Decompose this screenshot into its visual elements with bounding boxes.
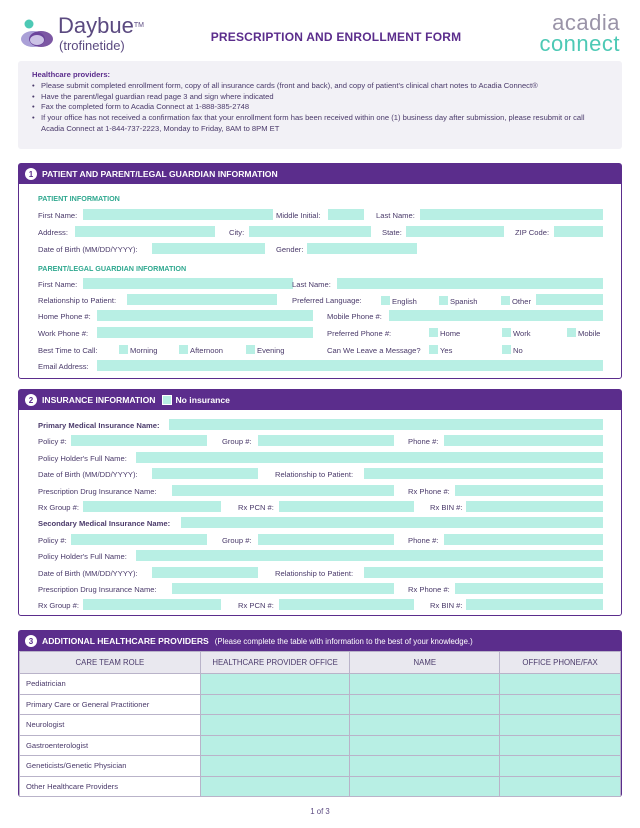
section-number: 3 xyxy=(25,635,37,647)
instruction-item: • Fax the completed form to Acadia Connect at 1-888-385-2748 xyxy=(32,102,608,113)
spanish-label: Spanish xyxy=(450,297,478,306)
provider-office-field[interactable] xyxy=(200,715,350,736)
preferred-language-label: Preferred Language: xyxy=(292,296,362,305)
column-header: OFFICE PHONE/FAX xyxy=(500,652,621,674)
column-header: CARE TEAM ROLE xyxy=(20,652,201,674)
secondary-policy-field[interactable] xyxy=(71,534,207,545)
guardian-last-name-label: Last Name: xyxy=(292,280,331,289)
guardian-info-heading: PARENT/LEGAL GUARDIAN INFORMATION xyxy=(38,264,187,273)
section-number: 2 xyxy=(25,394,37,406)
mobile-phone-label: Mobile Phone #: xyxy=(327,312,382,321)
primary-policy-field[interactable] xyxy=(71,435,207,446)
last-name-label: Last Name: xyxy=(376,211,415,220)
secondary-rx-phone-field[interactable] xyxy=(455,583,603,594)
primary-rx-pcn-field[interactable] xyxy=(279,501,414,512)
section-number: 1 xyxy=(25,168,37,180)
instructions-box xyxy=(18,61,622,149)
table-row xyxy=(20,735,621,756)
rx-pcn-label: Rx PCN #: xyxy=(238,601,274,610)
instructions-title: Healthcare providers: xyxy=(32,70,111,79)
secondary-group-field[interactable] xyxy=(258,534,394,545)
provider-office-field[interactable] xyxy=(200,735,350,756)
secondary-phone-field[interactable] xyxy=(444,534,603,545)
no-insurance-checkbox[interactable] xyxy=(162,395,172,405)
section-title: INSURANCE INFORMATION xyxy=(42,395,156,405)
primary-insurance-name-field[interactable] xyxy=(169,419,603,430)
patient-info-heading: PATIENT INFORMATION xyxy=(38,194,120,203)
section-header xyxy=(19,164,621,184)
other-language-checkbox[interactable] xyxy=(501,296,510,305)
holder-label: Policy Holder's Full Name: xyxy=(38,454,127,463)
rx-bin-label: Rx BIN #: xyxy=(430,503,463,512)
state-label: State: xyxy=(382,228,402,237)
patient-gender-field[interactable] xyxy=(307,243,417,254)
table-row xyxy=(20,694,621,715)
care-role: Pediatrician xyxy=(20,674,201,695)
work-label: Work xyxy=(513,329,531,338)
afternoon-label: Afternoon xyxy=(190,346,223,355)
first-name-label: First Name: xyxy=(38,211,78,220)
instruction-item: • If your office has not received a confirmation fax that your enrollment form has been received within one (1) business day after submission, please resubmit or call Acadia Connect at 1-844-737-2223, Monday to Friday, 8AM to 8PM ET xyxy=(32,113,608,135)
section-patient-guardian xyxy=(18,163,622,379)
address-label: Address: xyxy=(38,228,68,237)
provider-name-field[interactable] xyxy=(350,735,500,756)
primary-rx-insurance-field[interactable] xyxy=(172,485,394,496)
patient-last-name-field[interactable] xyxy=(420,209,603,220)
best-time-label: Best Time to Call: xyxy=(38,346,98,355)
pref-work-checkbox[interactable] xyxy=(502,328,511,337)
english-checkbox[interactable] xyxy=(381,296,390,305)
evening-checkbox[interactable] xyxy=(246,345,255,354)
guardian-relationship-field[interactable] xyxy=(127,294,277,305)
care-role: Other Healthcare Providers xyxy=(20,776,201,797)
care-role: Neurologist xyxy=(20,715,201,736)
yes-label: Yes xyxy=(440,346,453,355)
acadia-connect-logo: acadia connect xyxy=(539,10,620,56)
primary-holder-relationship-field[interactable] xyxy=(364,468,603,479)
policy-label: Policy #: xyxy=(38,437,67,446)
primary-insurance-label: Primary Medical Insurance Name: xyxy=(38,421,160,430)
no-insurance-label: No insurance xyxy=(175,395,230,405)
provider-office-field[interactable] xyxy=(200,776,350,797)
provider-name-field[interactable] xyxy=(350,674,500,695)
care-role: Primary Care or General Practitioner xyxy=(20,694,201,715)
section-header xyxy=(19,390,621,410)
provider-phone-field[interactable] xyxy=(500,694,621,715)
patient-dob-field[interactable] xyxy=(152,243,265,254)
guardian-mobile-phone-field[interactable] xyxy=(389,310,603,321)
zip-label: ZIP Code: xyxy=(515,228,550,237)
other-language-field[interactable] xyxy=(536,294,603,305)
message-yes-checkbox[interactable] xyxy=(429,345,438,354)
page-number: 1 of 3 xyxy=(310,807,330,816)
provider-phone-field[interactable] xyxy=(500,674,621,695)
group-label: Group #: xyxy=(222,536,252,545)
provider-name-field[interactable] xyxy=(350,756,500,777)
home-phone-label: Home Phone #: xyxy=(38,312,91,321)
primary-rx-group-field[interactable] xyxy=(83,501,221,512)
secondary-holder-dob-field[interactable] xyxy=(152,567,258,578)
provider-phone-field[interactable] xyxy=(500,715,621,736)
email-label: Email Address: xyxy=(38,362,89,371)
evening-label: Evening xyxy=(257,346,285,355)
primary-holder-dob-field[interactable] xyxy=(152,468,258,479)
guardian-last-name-field[interactable] xyxy=(337,278,603,289)
patient-first-name-field[interactable] xyxy=(83,209,273,220)
rx-phone-label: Rx Phone #: xyxy=(408,487,450,496)
relationship-label: Relationship to Patient: xyxy=(38,296,117,305)
section-insurance xyxy=(18,389,622,616)
primary-phone-field[interactable] xyxy=(444,435,603,446)
rx-insurance-label: Prescription Drug Insurance Name: xyxy=(38,487,157,496)
table-row xyxy=(20,674,621,695)
provider-name-field[interactable] xyxy=(350,715,500,736)
guardian-first-name-field[interactable] xyxy=(83,278,293,289)
rx-group-label: Rx Group #: xyxy=(38,601,79,610)
provider-name-field[interactable] xyxy=(350,776,500,797)
provider-office-field[interactable] xyxy=(200,694,350,715)
leave-message-label: Can We Leave a Message? xyxy=(327,346,421,355)
table-header-row xyxy=(20,652,621,674)
secondary-rx-insurance-field[interactable] xyxy=(172,583,394,594)
instruction-item: • Have the parent/legal guardian read page 3 and sign where indicated xyxy=(32,92,608,103)
care-role: Geneticists/Genetic Physician xyxy=(20,756,201,777)
mobile-label: Mobile xyxy=(578,329,601,338)
provider-phone-field[interactable] xyxy=(500,776,621,797)
patient-address-field[interactable] xyxy=(75,226,215,237)
secondary-insurance-name-field[interactable] xyxy=(181,517,603,528)
secondary-rx-group-field[interactable] xyxy=(83,599,221,610)
patient-city-field[interactable] xyxy=(249,226,371,237)
rx-insurance-label: Prescription Drug Insurance Name: xyxy=(38,585,157,594)
rx-group-label: Rx Group #: xyxy=(38,503,79,512)
provider-phone-field[interactable] xyxy=(500,735,621,756)
primary-rx-phone-field[interactable] xyxy=(455,485,603,496)
rx-pcn-label: Rx PCN #: xyxy=(238,503,274,512)
primary-rx-bin-field[interactable] xyxy=(466,501,603,512)
rx-bin-label: Rx BIN #: xyxy=(430,601,463,610)
morning-checkbox[interactable] xyxy=(119,345,128,354)
provider-name-field[interactable] xyxy=(350,694,500,715)
message-no-checkbox[interactable] xyxy=(502,345,511,354)
care-role: Gastroenterologist xyxy=(20,735,201,756)
morning-label: Morning xyxy=(130,346,158,355)
header xyxy=(0,0,640,62)
provider-office-field[interactable] xyxy=(200,756,350,777)
table-row xyxy=(20,776,621,797)
secondary-insurance-label: Secondary Medical Insurance Name: xyxy=(38,519,171,528)
guardian-home-phone-field[interactable] xyxy=(97,310,313,321)
section-healthcare-providers xyxy=(18,630,622,797)
column-header: HEALTHCARE PROVIDER OFFICE xyxy=(200,652,350,674)
provider-office-field[interactable] xyxy=(200,674,350,695)
daybue-logo-icon xyxy=(20,18,56,50)
rx-phone-label: Rx Phone #: xyxy=(408,585,450,594)
secondary-rx-pcn-field[interactable] xyxy=(279,599,414,610)
instruction-item: • Please submit completed enrollment form, copy of all insurance cards (front and back), and copy of patient's clinical chart notes to Acadia Connect® xyxy=(32,81,608,92)
pref-mobile-checkbox[interactable] xyxy=(567,328,576,337)
secondary-rx-bin-field[interactable] xyxy=(466,599,603,610)
guardian-email-field[interactable] xyxy=(97,360,603,371)
dob-label: Date of Birth (MM/DD/YYYY): xyxy=(38,245,138,254)
section-title: PATIENT AND PARENT/LEGAL GUARDIAN INFORMATION xyxy=(42,169,278,179)
spanish-checkbox[interactable] xyxy=(439,296,448,305)
phone-label: Phone #: xyxy=(408,536,439,545)
patient-middle-initial-field[interactable] xyxy=(328,209,364,220)
primary-group-field[interactable] xyxy=(258,435,394,446)
patient-state-field[interactable] xyxy=(406,226,504,237)
provider-phone-field[interactable] xyxy=(500,756,621,777)
table-row xyxy=(20,756,621,777)
guardian-first-name-label: First Name: xyxy=(38,280,78,289)
guardian-work-phone-field[interactable] xyxy=(97,327,313,338)
home-label: Home xyxy=(440,329,461,338)
english-label: English xyxy=(392,297,417,306)
other-label: Other xyxy=(512,297,531,306)
dob-label: Date of Birth (MM/DD/YYYY): xyxy=(38,470,138,479)
dob-label: Date of Birth (MM/DD/YYYY): xyxy=(38,569,138,578)
preferred-phone-label: Preferred Phone #: xyxy=(327,329,392,338)
policy-label: Policy #: xyxy=(38,536,67,545)
section-note: (Please complete the table with information to the best of your knowledge.) xyxy=(214,636,473,646)
holder-label: Policy Holder's Full Name: xyxy=(38,552,127,561)
providers-table xyxy=(19,651,621,797)
group-label: Group #: xyxy=(222,437,252,446)
work-phone-label: Work Phone #: xyxy=(38,329,89,338)
section-title: ADDITIONAL HEALTHCARE PROVIDERS xyxy=(42,636,209,646)
column-header: NAME xyxy=(350,652,500,674)
section-header xyxy=(19,631,621,651)
middle-initial-label: Middle Initial: xyxy=(276,211,321,220)
primary-holder-name-field[interactable] xyxy=(136,452,603,463)
afternoon-checkbox[interactable] xyxy=(179,345,188,354)
relationship-label: Relationship to Patient: xyxy=(275,470,354,479)
secondary-holder-name-field[interactable] xyxy=(136,550,603,561)
form-title: PRESCRIPTION AND ENROLLMENT FORM xyxy=(210,30,462,44)
phone-label: Phone #: xyxy=(408,437,439,446)
brand-subtitle: (trofinetide) xyxy=(59,38,125,53)
gender-label: Gender: xyxy=(276,245,304,254)
brand-name: Daybue™ xyxy=(58,13,144,38)
table-row xyxy=(20,715,621,736)
secondary-holder-relationship-field[interactable] xyxy=(364,567,603,578)
patient-zip-field[interactable] xyxy=(554,226,603,237)
pref-home-checkbox[interactable] xyxy=(429,328,438,337)
relationship-label: Relationship to Patient: xyxy=(275,569,354,578)
no-label: No xyxy=(513,346,523,355)
city-label: City: xyxy=(229,228,245,237)
